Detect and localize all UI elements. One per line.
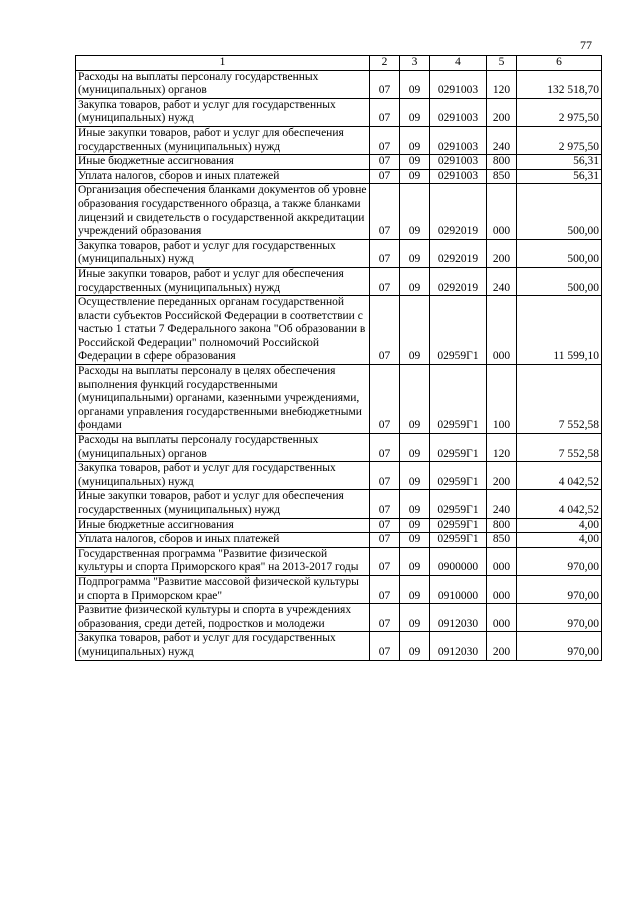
expense-type-code: 000 <box>487 296 517 365</box>
row-description: Иные бюджетные ассигнования <box>76 518 370 533</box>
table-row <box>76 239 602 267</box>
amount-value: 132 518,70 <box>517 70 602 98</box>
table-row <box>76 365 602 434</box>
row-description: Расходы на выплаты персоналу в целях обеспечения выполнения функций государственными (муниципальными) органами, казенными учреждениями, органами управления государственными внебюджетными фондами <box>76 365 370 434</box>
subsection-code: 09 <box>400 604 430 632</box>
section-code: 07 <box>370 518 400 533</box>
table-row <box>76 547 602 575</box>
row-description: Закупка товаров, работ и услуг для государственных (муниципальных) нужд <box>76 239 370 267</box>
row-description: Иные закупки товаров, работ и услуг для обеспечения государственных (муниципальных) нужд <box>76 267 370 295</box>
subsection-code: 09 <box>400 98 430 126</box>
expense-type-code: 100 <box>487 365 517 434</box>
row-description: Государственная программа "Развитие физической культуры и спорта Приморского края" на 2013-2017 годы <box>76 547 370 575</box>
target-article-code: 0292019 <box>430 239 487 267</box>
row-description: Иные бюджетные ассигнования <box>76 155 370 170</box>
table-row <box>76 518 602 533</box>
subsection-code: 09 <box>400 462 430 490</box>
amount-value: 56,31 <box>517 155 602 170</box>
amount-value: 500,00 <box>517 267 602 295</box>
section-code: 07 <box>370 169 400 184</box>
section-code: 07 <box>370 126 400 154</box>
amount-value: 11 599,10 <box>517 296 602 365</box>
target-article-code: 0912030 <box>430 604 487 632</box>
expense-type-code: 200 <box>487 632 517 660</box>
subsection-code: 09 <box>400 267 430 295</box>
row-description: Развитие физической культуры и спорта в учреждениях образования, среди детей, подростков и молодежи <box>76 604 370 632</box>
target-article-code: 0292019 <box>430 267 487 295</box>
subsection-code: 09 <box>400 434 430 462</box>
expense-type-code: 200 <box>487 98 517 126</box>
expense-type-code: 200 <box>487 462 517 490</box>
expense-type-code: 800 <box>487 518 517 533</box>
amount-value: 56,31 <box>517 169 602 184</box>
section-code: 07 <box>370 155 400 170</box>
target-article-code: 02959Г1 <box>430 296 487 365</box>
target-article-code: 0291003 <box>430 126 487 154</box>
section-code: 07 <box>370 365 400 434</box>
amount-value: 2 975,50 <box>517 98 602 126</box>
amount-value: 4,00 <box>517 518 602 533</box>
table-row <box>76 267 602 295</box>
target-article-code: 0912030 <box>430 632 487 660</box>
row-description: Закупка товаров, работ и услуг для государственных (муниципальных) нужд <box>76 98 370 126</box>
table-row <box>76 296 602 365</box>
column-header: 6 <box>517 56 602 71</box>
table-row <box>76 70 602 98</box>
row-description: Организация обеспечения бланками документов об уровне образования государственного образца, а также бланками лицензий и свидетельств о государственной аккредитации учреждений образования <box>76 184 370 239</box>
expense-type-code: 000 <box>487 575 517 603</box>
column-header: 5 <box>487 56 517 71</box>
row-description: Иные закупки товаров, работ и услуг для обеспечения государственных (муниципальных) нужд <box>76 490 370 518</box>
expense-type-code: 240 <box>487 126 517 154</box>
section-code: 07 <box>370 434 400 462</box>
table-row <box>76 169 602 184</box>
table-row <box>76 462 602 490</box>
amount-value: 970,00 <box>517 604 602 632</box>
budget-table <box>75 55 602 661</box>
column-header: 3 <box>400 56 430 71</box>
table-row <box>76 604 602 632</box>
target-article-code: 02959Г1 <box>430 518 487 533</box>
amount-value: 4 042,52 <box>517 462 602 490</box>
target-article-code: 0292019 <box>430 184 487 239</box>
subsection-code: 09 <box>400 239 430 267</box>
section-code: 07 <box>370 490 400 518</box>
section-code: 07 <box>370 98 400 126</box>
subsection-code: 09 <box>400 518 430 533</box>
subsection-code: 09 <box>400 575 430 603</box>
column-header: 1 <box>76 56 370 71</box>
target-article-code: 02959Г1 <box>430 462 487 490</box>
subsection-code: 09 <box>400 184 430 239</box>
section-code: 07 <box>370 70 400 98</box>
amount-value: 7 552,58 <box>517 434 602 462</box>
table-row <box>76 632 602 660</box>
expense-type-code: 800 <box>487 155 517 170</box>
subsection-code: 09 <box>400 296 430 365</box>
subsection-code: 09 <box>400 490 430 518</box>
section-code: 07 <box>370 267 400 295</box>
row-description: Уплата налогов, сборов и иных платежей <box>76 169 370 184</box>
expense-type-code: 240 <box>487 490 517 518</box>
row-description: Осуществление переданных органам государственной власти субъектов Российской Федерации в соответствии с частью 1 статьи 7 Федерального закона "Об образовании в Российской Федерации" полномочий Российской Федерации в сфере образования <box>76 296 370 365</box>
subsection-code: 09 <box>400 547 430 575</box>
expense-type-code: 240 <box>487 267 517 295</box>
row-description: Закупка товаров, работ и услуг для государственных (муниципальных) нужд <box>76 462 370 490</box>
target-article-code: 02959Г1 <box>430 434 487 462</box>
section-code: 07 <box>370 575 400 603</box>
page-number: 77 <box>580 38 592 52</box>
section-code: 07 <box>370 632 400 660</box>
section-code: 07 <box>370 604 400 632</box>
column-header: 2 <box>370 56 400 71</box>
subsection-code: 09 <box>400 365 430 434</box>
section-code: 07 <box>370 547 400 575</box>
section-code: 07 <box>370 296 400 365</box>
table-row <box>76 155 602 170</box>
table-row <box>76 434 602 462</box>
section-code: 07 <box>370 533 400 548</box>
row-description: Расходы на выплаты персоналу государственных (муниципальных) органов <box>76 434 370 462</box>
table-row <box>76 126 602 154</box>
row-description: Расходы на выплаты персоналу государственных (муниципальных) органов <box>76 70 370 98</box>
table-row <box>76 533 602 548</box>
target-article-code: 02959Г1 <box>430 365 487 434</box>
amount-value: 7 552,58 <box>517 365 602 434</box>
amount-value: 970,00 <box>517 547 602 575</box>
target-article-code: 0291003 <box>430 155 487 170</box>
subsection-code: 09 <box>400 126 430 154</box>
expense-type-code: 120 <box>487 434 517 462</box>
row-description: Подпрограмма "Развитие массовой физической культуры и спорта в Приморском крае" <box>76 575 370 603</box>
amount-value: 2 975,50 <box>517 126 602 154</box>
section-code: 07 <box>370 184 400 239</box>
amount-value: 4,00 <box>517 533 602 548</box>
table-row <box>76 575 602 603</box>
subsection-code: 09 <box>400 632 430 660</box>
section-code: 07 <box>370 462 400 490</box>
amount-value: 500,00 <box>517 184 602 239</box>
table-row <box>76 490 602 518</box>
target-article-code: 0291003 <box>430 98 487 126</box>
target-article-code: 0291003 <box>430 169 487 184</box>
amount-value: 500,00 <box>517 239 602 267</box>
expense-type-code: 120 <box>487 70 517 98</box>
target-article-code: 0910000 <box>430 575 487 603</box>
row-description: Иные закупки товаров, работ и услуг для обеспечения государственных (муниципальных) нужд <box>76 126 370 154</box>
table-row <box>76 184 602 239</box>
expense-type-code: 200 <box>487 239 517 267</box>
amount-value: 970,00 <box>517 575 602 603</box>
expense-type-code: 000 <box>487 547 517 575</box>
expense-type-code: 000 <box>487 604 517 632</box>
column-header: 4 <box>430 56 487 71</box>
expense-type-code: 850 <box>487 169 517 184</box>
expense-type-code: 000 <box>487 184 517 239</box>
amount-value: 970,00 <box>517 632 602 660</box>
target-article-code: 02959Г1 <box>430 490 487 518</box>
subsection-code: 09 <box>400 70 430 98</box>
table-body <box>76 70 602 660</box>
target-article-code: 02959Г1 <box>430 533 487 548</box>
row-description: Закупка товаров, работ и услуг для государственных (муниципальных) нужд <box>76 632 370 660</box>
table-row <box>76 98 602 126</box>
section-code: 07 <box>370 239 400 267</box>
target-article-code: 0900000 <box>430 547 487 575</box>
subsection-code: 09 <box>400 155 430 170</box>
row-description: Уплата налогов, сборов и иных платежей <box>76 533 370 548</box>
target-article-code: 0291003 <box>430 70 487 98</box>
expense-type-code: 850 <box>487 533 517 548</box>
table-header-row <box>76 56 602 71</box>
subsection-code: 09 <box>400 169 430 184</box>
subsection-code: 09 <box>400 533 430 548</box>
amount-value: 4 042,52 <box>517 490 602 518</box>
